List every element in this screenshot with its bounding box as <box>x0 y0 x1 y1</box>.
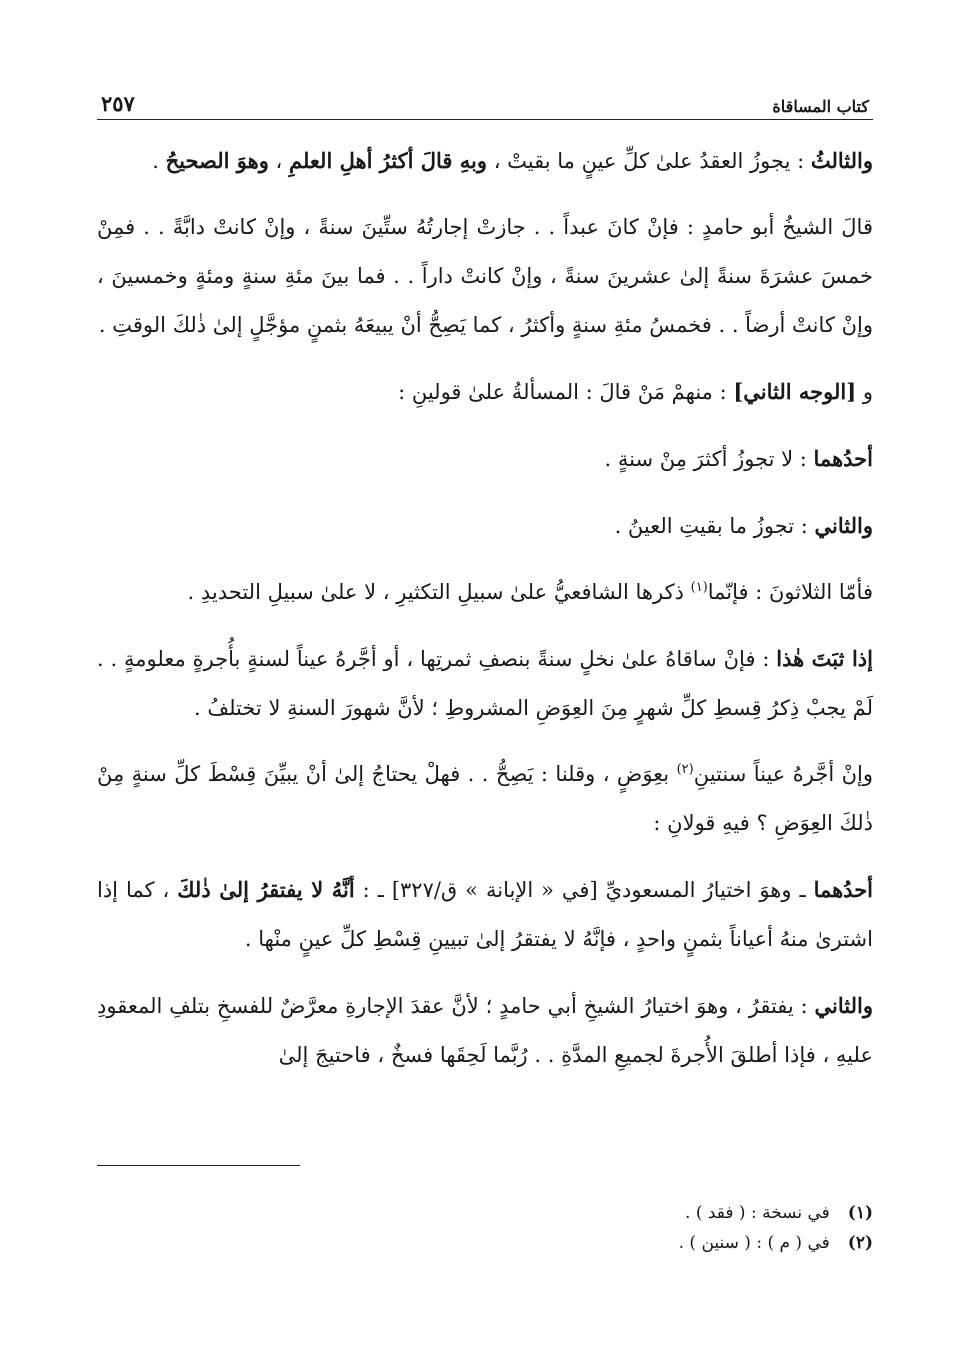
bold-term: والثاني <box>814 993 873 1018</box>
text-run: : يجوزُ العقدُ علىٰ كلِّ عينٍ ما بقيتْ ، <box>487 149 811 173</box>
bold-term: والثالثُ <box>810 148 873 173</box>
page-number: ٢٥٧ <box>101 91 135 116</box>
page <box>97 82 873 1097</box>
text-run: : تجوزُ ما بقيتِ العينُ . <box>614 514 815 538</box>
paragraph-p1 <box>97 136 873 186</box>
bold-term: وبهِ قالَ أكثرُ أهلِ العلمِ <box>288 148 488 173</box>
footnote-text: في نسخة : ( فقد ) . <box>685 1203 830 1223</box>
paragraph-p5 <box>97 501 873 551</box>
paragraph-p4 <box>97 434 873 484</box>
text-run: ، كما إذا اشترىٰ منهُ أعياناً بثمنٍ واحدٍ ، فإنَّهُ لا يفتقرُ إلىٰ تبيينِ قِسْطِ كلِّ عينٍ منْها . <box>97 878 873 951</box>
paragraph-p7 <box>97 634 873 733</box>
footnote-marker: (٢) <box>676 762 694 777</box>
paragraph-p3 <box>97 367 873 417</box>
bold-term: إذا ثبَتَ هٰذا <box>776 646 873 671</box>
book-title: كتاب المساقاة <box>772 97 869 116</box>
text-run: : فإنْ ساقاهُ علىٰ نخلٍ سنةً بنصفِ ثمرتِها ، أو أجَّرهُ عيناً لسنةٍ بأُجرةٍ معلومةٍ . . لَمْ يجبْ ذِكرُ قِسطِ كلِّ شهرٍ مِنَ العِوَضِ المشروطِ ؛ لأنَّ شهورَ السنةِ لا تختلفُ . <box>97 647 873 720</box>
text-run: . <box>152 149 166 173</box>
text-run: قالَ الشيخُ أبو حامدٍ : فإنْ كانَ عبداً . . جازتْ إجارتُهُ ستِّينَ سنةً ، وإنْ كانتْ دابَّةً . . فمِنْ خمسَ عشرَةَ سنةً إلىٰ عشرينَ سنةً ، وإنْ كانتْ داراً . . فما بينَ مئةِ سنةٍ ومئةٍ وخمسينَ ، وإنْ كانتْ أرضاً . . فخمسُ مئةِ سنةٍ وأكثرُ ، كما يَصِحُّ أنْ يبيعَهُ بثمنٍ مؤجَّلٍ إلىٰ ذٰلكَ الوقتِ . <box>97 215 873 337</box>
footnote-number: (٢) <box>847 1233 873 1253</box>
running-header <box>97 82 873 120</box>
text-run: بعِوَضٍ ، وقلنا : يَصِحُّ . . فهلْ يحتاجُ إلىٰ أنْ يبيِّنَ قِسْطَ كلِّ سنةٍ مِنْ ذٰلكَ العِوَضِ ؟ فيهِ قولانِ : <box>97 762 873 835</box>
text-run: و <box>856 380 873 404</box>
bold-term: [الوجه الثاني] <box>733 379 857 404</box>
text-run: فأمّا الثلاثونَ : فإنّما <box>707 580 873 604</box>
bold-term: أحدُهما <box>813 877 874 902</box>
paragraph-p10 <box>97 981 873 1080</box>
paragraph-p6 <box>97 568 873 617</box>
paragraph-p2 <box>97 203 873 350</box>
main-text <box>97 136 873 1080</box>
bold-term: أحدُهما <box>813 446 873 471</box>
text-run: : لا تجوزُ أكثرَ مِنْ سنةٍ . <box>604 447 814 471</box>
bold-term: أنَّهُ لا يفتقرُ إلىٰ ذٰلكَ <box>177 877 355 902</box>
text-run: : يفتقرُ ، وهوَ اختيارُ الشيخِ أبي حامدٍ ؛ لأنَّ عقدَ الإجارةِ معرَّضٌ للفسخِ بتلفِ المعقودِ عليهِ ، فإذا أطلقَ الأُجرةَ لجميعِ المدَّةِ . . رُبَّما لَحِقَها فسخٌ ، فاحتيجَ إلىٰ <box>97 994 873 1067</box>
footnote-item <box>97 1228 873 1258</box>
footnote-text: في ( م ) : ( سنين ) . <box>678 1233 830 1253</box>
footnote-separator <box>97 1165 300 1166</box>
text-run: وإنْ أجَّرهُ عيناً سنتينِ <box>693 762 873 786</box>
text-run: ـ وهوَ اختيارُ المسعوديِّ [في « الإبانة » ق/٣٢٧] ـ : <box>354 878 814 902</box>
footnote-number: (١) <box>847 1203 873 1223</box>
footnote-marker: (١) <box>690 580 708 595</box>
bold-term: والثاني <box>814 513 873 538</box>
footnote-item <box>97 1198 873 1228</box>
footnotes <box>97 1198 873 1258</box>
bold-term: وهوَ الصحيحُ <box>165 148 269 173</box>
text-run: : منهمْ مَنْ قالَ : المسألةُ علىٰ قولينِ : <box>398 380 734 404</box>
text-run: ، <box>268 149 289 173</box>
paragraph-p8 <box>97 750 873 848</box>
text-run: ذكرها الشافعيُّ علىٰ سبيلِ التكثيرِ ، لا علىٰ سبيلِ التحديدِ . <box>187 580 691 604</box>
paragraph-p9 <box>97 865 873 964</box>
